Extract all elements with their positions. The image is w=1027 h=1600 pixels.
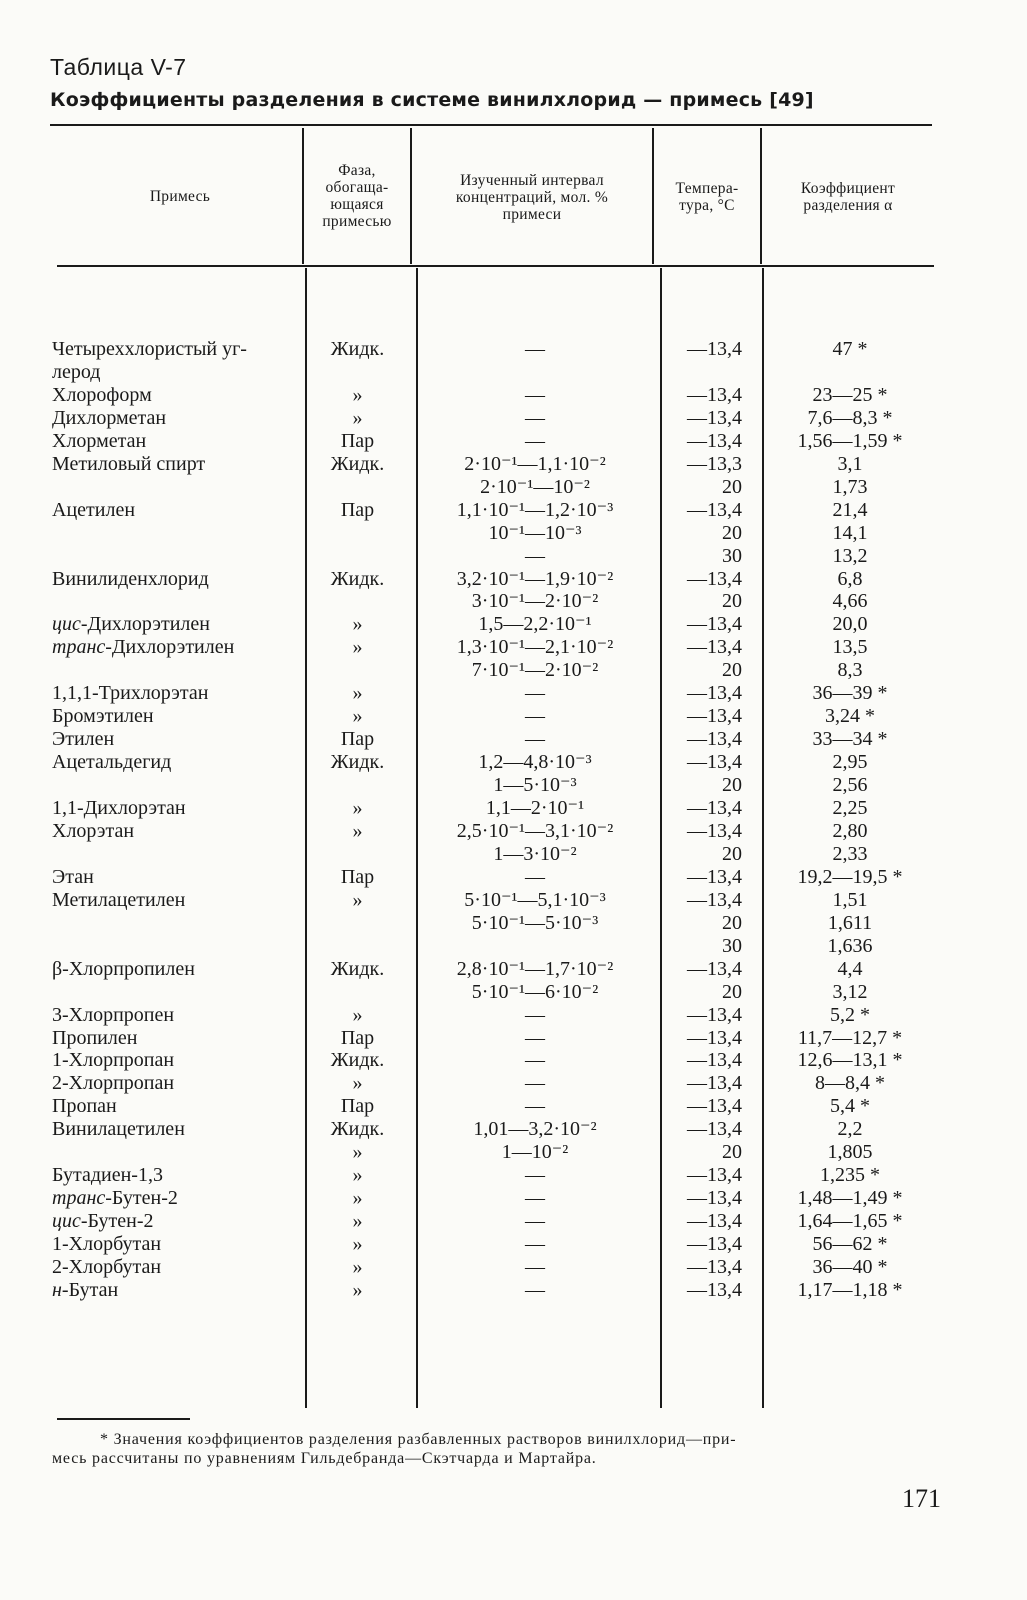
cell-range: 1,5—2,2·10⁻¹ — [478, 613, 592, 636]
cell-coefficient: 1,73 — [832, 475, 868, 498]
cell-temperature: —13,4 — [687, 797, 742, 819]
cell-temperature: —13,4 — [687, 1233, 742, 1256]
cell-temperature: —13,4 — [687, 406, 742, 429]
cell-impurity — [52, 681, 302, 705]
cell-temperature: —13,4 — [687, 1187, 742, 1210]
impurity-name: Дихлорметан — [52, 406, 167, 429]
table-row — [0, 1209, 1027, 1233]
cell-temperature: 20 — [722, 911, 742, 934]
cell-range: 1—3·10⁻² — [493, 842, 577, 865]
cell-phase: » — [352, 1233, 363, 1256]
impurity-name: Дихлорэтилен — [111, 636, 235, 659]
cell-coefficient: 1,51 — [832, 888, 868, 911]
cell-impurity — [52, 1071, 302, 1095]
cell-coefficient: 20,0 — [832, 613, 868, 636]
impurity-name: Четыреххлористый уг- — [52, 338, 247, 360]
cell-coefficient: 36—39 * — [812, 682, 888, 705]
cell-temperature: —13,4 — [687, 636, 742, 659]
cell-temperature: —13,4 — [687, 338, 742, 360]
cell-impurity — [52, 498, 302, 522]
cell-range: — — [525, 1210, 545, 1233]
impurity-name: Хлороформ — [52, 383, 152, 406]
cell-temperature: —13,4 — [687, 1256, 742, 1278]
table-row — [0, 934, 1027, 958]
cell-impurity — [52, 957, 302, 981]
cell-impurity — [52, 819, 302, 843]
cell-coefficient: 3,1 — [837, 452, 863, 475]
cell-coefficient: 1,48—1,49 * — [797, 1187, 903, 1210]
cell-impurity — [52, 1003, 302, 1027]
cell-range: — — [525, 383, 545, 406]
cell-temperature: —13,4 — [687, 498, 742, 521]
table-row — [0, 1163, 1027, 1187]
table-row — [0, 498, 1027, 522]
cell-impurity — [52, 1094, 302, 1118]
table-row — [0, 796, 1027, 820]
impurity-name: 2-Хлорпропан — [52, 1072, 175, 1095]
impurity-name: 1-Хлорбутан — [52, 1233, 162, 1256]
cell-coefficient: 13,5 — [832, 636, 868, 659]
cell-coefficient: 6,8 — [837, 567, 863, 590]
cell-phase: » — [352, 636, 363, 659]
header-temp: Темпера- тура, °С — [675, 180, 739, 214]
table-row — [0, 1186, 1027, 1210]
cell-coefficient: 2,56 — [832, 774, 868, 797]
cell-temperature: —13,4 — [687, 1003, 742, 1026]
cell-range: 10⁻¹—10⁻³ — [488, 521, 582, 544]
cell-temperature: —13,4 — [687, 705, 742, 728]
cell-temperature: —13,4 — [687, 1072, 742, 1095]
table-title: Коэффициенты разделения в системе винилхлорид — примесь [49] — [50, 89, 814, 111]
cell-temperature: —13,4 — [687, 1278, 742, 1301]
table-row — [0, 1071, 1027, 1095]
cell-impurity — [52, 796, 302, 820]
cell-temperature: —13,4 — [687, 888, 742, 911]
cell-range: 1,2—4,8·10⁻³ — [478, 751, 592, 774]
impurity-name: Бутен-2 — [87, 1210, 154, 1233]
footnote-line-1: * Значения коэффициентов разделения разбавленных растворов винилхлорид—при- — [100, 1431, 737, 1448]
cell-range: — — [525, 705, 545, 728]
cell-impurity — [52, 704, 302, 728]
impurity-name: Ацетальдегид — [52, 751, 172, 774]
table-row — [0, 819, 1027, 843]
cell-range: — — [525, 1072, 545, 1095]
table-row — [0, 980, 1027, 1004]
impurity-name: Метиловый спирт — [52, 452, 206, 475]
cell-phase: Жидк. — [330, 1118, 385, 1141]
impurity-name: β-Хлорпропилен — [52, 957, 195, 980]
cell-coefficient: 2,80 — [832, 819, 868, 842]
table-row — [0, 681, 1027, 705]
cell-impurity — [52, 337, 302, 361]
cell-range: 2,5·10⁻¹—3,1·10⁻² — [456, 819, 614, 842]
table-row — [0, 589, 1027, 613]
cell-coefficient: 12,6—13,1 * — [797, 1049, 903, 1072]
table-row — [0, 612, 1027, 636]
cell-coefficient: 23—25 * — [812, 383, 888, 406]
table-row — [0, 1117, 1027, 1141]
cell-temperature: —13,4 — [687, 819, 742, 842]
impurity-name: 1-Хлорпропан — [52, 1049, 175, 1072]
cell-phase: Пар — [340, 1095, 375, 1118]
cell-range: 3·10⁻¹—2·10⁻² — [471, 590, 599, 613]
table-row — [0, 1003, 1027, 1027]
cell-temperature: —13,4 — [687, 567, 742, 590]
cell-range: — — [525, 429, 545, 452]
table-row — [0, 337, 1027, 361]
cell-phase: » — [352, 819, 363, 842]
cell-phase: » — [352, 1003, 363, 1026]
cell-coefficient: 19,2—19,5 * — [797, 865, 903, 888]
header-coef: Коэффициент разделения α — [800, 180, 896, 214]
cell-temperature: 20 — [722, 1141, 742, 1164]
cell-impurity — [52, 750, 302, 774]
cell-impurity — [52, 727, 302, 751]
impurity-name: 2-Хлорбутан — [52, 1256, 162, 1278]
cell-temperature: —13,4 — [687, 1118, 742, 1141]
cell-coefficient: 14,1 — [832, 521, 868, 544]
cell-temperature: —13,4 — [687, 613, 742, 636]
cell-coefficient: 1,17—1,18 * — [797, 1278, 903, 1301]
cell-range: 2·10⁻¹—10⁻² — [480, 475, 590, 498]
table-row-continuation — [0, 360, 1027, 384]
cell-coefficient: 11,7—12,7 * — [797, 1026, 903, 1049]
table-row — [0, 1048, 1027, 1072]
cell-phase: Пар — [340, 865, 375, 888]
header-range: Изученный интервал концентраций, мол. % примеси — [455, 172, 609, 223]
impurity-prefix: цис- — [52, 1210, 88, 1233]
cell-coefficient: 8,3 — [837, 659, 863, 682]
cell-phase: » — [352, 888, 363, 911]
cell-impurity — [52, 1209, 302, 1233]
cell-impurity — [52, 1026, 302, 1050]
table-row — [0, 406, 1027, 430]
cell-phase: » — [352, 1256, 363, 1278]
cell-phase: » — [352, 1072, 363, 1095]
table-row — [0, 1094, 1027, 1118]
table-row — [0, 1255, 1027, 1279]
table-row — [0, 865, 1027, 889]
impurity-name: 1,1,1-Трихлорэтан — [52, 682, 209, 705]
cell-range: — — [525, 1095, 545, 1118]
cell-impurity — [52, 1255, 302, 1279]
cell-coefficient: 2,33 — [832, 842, 868, 865]
page-number: 171 — [902, 1484, 941, 1513]
cell-range: 1,1—2·10⁻¹ — [485, 797, 585, 819]
cell-temperature: 30 — [722, 544, 742, 567]
cell-phase: Пар — [340, 429, 375, 452]
cell-temperature: —13,4 — [687, 1164, 742, 1187]
cell-coefficient: 5,2 * — [830, 1003, 870, 1026]
cell-impurity — [52, 567, 302, 591]
table-row — [0, 567, 1027, 591]
impurity-name: Хлорметан — [52, 429, 147, 452]
cell-coefficient: 4,66 — [832, 590, 868, 613]
cell-range: 3,2·10⁻¹—1,9·10⁻² — [456, 567, 614, 590]
cell-range: — — [525, 682, 545, 705]
cell-range: 5·10⁻¹—5·10⁻³ — [471, 911, 599, 934]
cell-temperature: 20 — [722, 475, 742, 498]
table-row — [0, 1278, 1027, 1302]
cell-coefficient: 21,4 — [832, 498, 868, 521]
table-row — [0, 635, 1027, 659]
cell-phase: Жидк. — [330, 751, 385, 774]
impurity-name: Ацетилен — [52, 498, 136, 521]
cell-coefficient: 33—34 * — [812, 728, 888, 751]
cell-range: 1,01—3,2·10⁻² — [473, 1118, 597, 1141]
header-impurity: Примесь — [149, 188, 211, 205]
top-rule — [50, 124, 932, 126]
table-row — [0, 521, 1027, 545]
cell-coefficient: 47 * — [832, 338, 868, 360]
cell-temperature: —13,4 — [687, 865, 742, 888]
cell-temperature: —13,4 — [687, 1210, 742, 1233]
cell-temperature: —13,4 — [687, 429, 742, 452]
cell-phase: Жидк. — [330, 567, 385, 590]
cell-range: 5·10⁻¹—5,1·10⁻³ — [464, 888, 606, 911]
table-row — [0, 475, 1027, 499]
cell-range: — — [525, 406, 545, 429]
cell-range: — — [525, 1003, 545, 1026]
cell-temperature: —13,4 — [687, 751, 742, 774]
cell-coefficient: 4,4 — [837, 957, 863, 980]
impurity-name: Бромэтилен — [52, 705, 154, 728]
cell-temperature: 20 — [722, 659, 742, 682]
cell-range: 2,8·10⁻¹—1,7·10⁻² — [456, 957, 614, 980]
cell-phase: Жидк. — [330, 452, 385, 475]
footnote — [52, 1430, 952, 1468]
cell-impurity — [52, 635, 302, 659]
impurity-prefix: транс- — [52, 636, 112, 659]
cell-phase: Жидк. — [330, 1049, 385, 1072]
footnote-line-2: месь рассчитаны по уравнениям Гильдебранда—Скэтчарда и Мартайра. — [52, 1450, 597, 1467]
cell-impurity — [52, 1048, 302, 1072]
cell-phase: » — [352, 705, 363, 728]
cell-range: — — [525, 1164, 545, 1187]
cell-range: 1,3·10⁻¹—2,1·10⁻² — [456, 636, 614, 659]
impurity-name: Винилацетилен — [52, 1118, 185, 1141]
cell-range: — — [525, 1049, 545, 1072]
cell-phase: Жидк. — [330, 338, 385, 360]
cell-phase: » — [352, 383, 363, 406]
cell-temperature: —13,4 — [687, 1049, 742, 1072]
table-row — [0, 727, 1027, 751]
cell-range: — — [525, 544, 545, 567]
cell-range: — — [525, 1278, 545, 1301]
cell-phase: » — [352, 1278, 363, 1301]
cell-coefficient: 8—8,4 * — [815, 1072, 885, 1095]
cell-coefficient: 56—62 * — [812, 1233, 888, 1256]
cell-phase: » — [352, 797, 363, 819]
cell-coefficient: 7,6—8,3 * — [807, 406, 893, 429]
impurity-name: Винилиденхлорид — [52, 567, 209, 590]
cell-coefficient: 1,611 — [827, 911, 873, 934]
table-row — [0, 658, 1027, 682]
cell-range: 2·10⁻¹—1,1·10⁻² — [464, 452, 606, 475]
impurity-name: Этан — [52, 865, 94, 888]
impurity-name: Пропилен — [52, 1026, 138, 1049]
cell-range: — — [525, 865, 545, 888]
table-row — [0, 911, 1027, 935]
impurity-name: 1,1-Дихлорэтан — [52, 797, 186, 819]
table-row — [0, 1232, 1027, 1256]
cell-impurity — [52, 429, 302, 453]
impurity-name: Бутан — [68, 1278, 119, 1301]
table-row — [0, 544, 1027, 568]
cell-phase: » — [352, 682, 363, 705]
table-row — [0, 383, 1027, 407]
cell-range: 1—5·10⁻³ — [493, 774, 577, 797]
cell-range: 7·10⁻¹—2·10⁻² — [471, 659, 599, 682]
cell-temperature: —13,3 — [687, 452, 742, 475]
cell-coefficient: 2,2 — [837, 1118, 863, 1141]
cell-impurity — [52, 1163, 302, 1187]
table-row — [0, 452, 1027, 476]
cell-coefficient: 1,56—1,59 * — [797, 429, 903, 452]
footnote-rule — [57, 1418, 190, 1420]
table-row — [0, 1140, 1027, 1164]
cell-coefficient: 13,2 — [832, 544, 868, 567]
cell-coefficient: 2,25 — [832, 797, 868, 819]
impurity-name: Метилацетилен — [52, 888, 186, 911]
cell-phase: Жидк. — [330, 957, 385, 980]
cell-temperature: —13,4 — [687, 1095, 742, 1118]
cell-impurity — [52, 888, 302, 912]
cell-phase: Пар — [340, 498, 375, 521]
cell-range: — — [525, 1026, 545, 1049]
table-row — [0, 888, 1027, 912]
cell-range: — — [525, 1256, 545, 1278]
cell-temperature: —13,4 — [687, 1026, 742, 1049]
cell-range: 5·10⁻¹—6·10⁻² — [471, 980, 599, 1003]
table-row — [0, 1026, 1027, 1050]
cell-range: — — [525, 1233, 545, 1256]
cell-coefficient: 1,636 — [827, 934, 873, 957]
table-row — [0, 429, 1027, 453]
cell-range: — — [525, 728, 545, 751]
impurity-prefix: цис- — [52, 613, 88, 636]
cell-coefficient: 1,235 * — [820, 1164, 880, 1187]
cell-temperature: 20 — [722, 521, 742, 544]
impurity-prefix: транс- — [52, 1187, 112, 1210]
cell-temperature: 20 — [722, 774, 742, 797]
header-phase: Фаза, обогаща- ющаяся примесью — [322, 162, 392, 230]
cell-range: 1,1·10⁻¹—1,2·10⁻³ — [456, 498, 614, 521]
cell-impurity — [52, 1186, 302, 1210]
cell-temperature: 20 — [722, 590, 742, 613]
impurity-name: Пропан — [52, 1095, 117, 1118]
cell-coefficient: 3,24 * — [825, 705, 875, 728]
cell-range: 1—10⁻² — [501, 1141, 569, 1164]
table-row — [0, 750, 1027, 774]
header-rule — [57, 265, 934, 267]
cell-range: — — [525, 1187, 545, 1210]
cell-temperature: —13,4 — [687, 383, 742, 406]
cell-impurity-continuation: лерод — [52, 360, 101, 383]
cell-phase: » — [352, 1164, 363, 1187]
cell-coefficient: 5,4 * — [830, 1095, 870, 1118]
cell-coefficient: 3,12 — [832, 980, 868, 1003]
cell-coefficient: 1,805 — [827, 1141, 873, 1164]
table-row — [0, 842, 1027, 866]
cell-phase: » — [352, 1187, 363, 1210]
cell-coefficient: 2,95 — [832, 751, 868, 774]
cell-phase: » — [352, 406, 363, 429]
impurity-name: Хлорэтан — [52, 819, 135, 842]
impurity-name: Дихлорэтилен — [87, 613, 210, 636]
cell-temperature: —13,4 — [687, 682, 742, 705]
cell-phase: Пар — [340, 1026, 375, 1049]
cell-phase: » — [352, 1210, 363, 1233]
cell-impurity — [52, 1278, 302, 1302]
cell-impurity — [52, 452, 302, 476]
cell-impurity — [52, 612, 302, 636]
table-caption: Таблица V-7 — [50, 54, 187, 80]
cell-temperature: —13,4 — [687, 728, 742, 751]
cell-coefficient: 1,64—1,65 * — [797, 1210, 903, 1233]
cell-temperature: 20 — [722, 842, 742, 865]
cell-phase: » — [352, 613, 363, 636]
cell-phase: Пар — [340, 728, 375, 751]
cell-range: — — [525, 338, 545, 360]
cell-coefficient: 36—40 * — [812, 1256, 888, 1278]
table-row — [0, 957, 1027, 981]
cell-temperature: —13,4 — [687, 957, 742, 980]
impurity-name: Бутадиен-1,3 — [52, 1164, 163, 1187]
cell-impurity — [52, 865, 302, 889]
table-row — [0, 773, 1027, 797]
cell-temperature: 30 — [722, 934, 742, 957]
table-row — [0, 704, 1027, 728]
cell-impurity — [52, 406, 302, 430]
impurity-name: Этилен — [52, 728, 115, 751]
impurity-prefix: н- — [52, 1278, 69, 1301]
cell-impurity — [52, 1232, 302, 1256]
cell-impurity — [52, 383, 302, 407]
cell-temperature: 20 — [722, 980, 742, 1003]
cell-phase: » — [352, 1141, 363, 1164]
impurity-name: Бутен-2 — [111, 1187, 178, 1210]
cell-impurity — [52, 1117, 302, 1141]
impurity-name: 3-Хлорпропен — [52, 1003, 175, 1026]
